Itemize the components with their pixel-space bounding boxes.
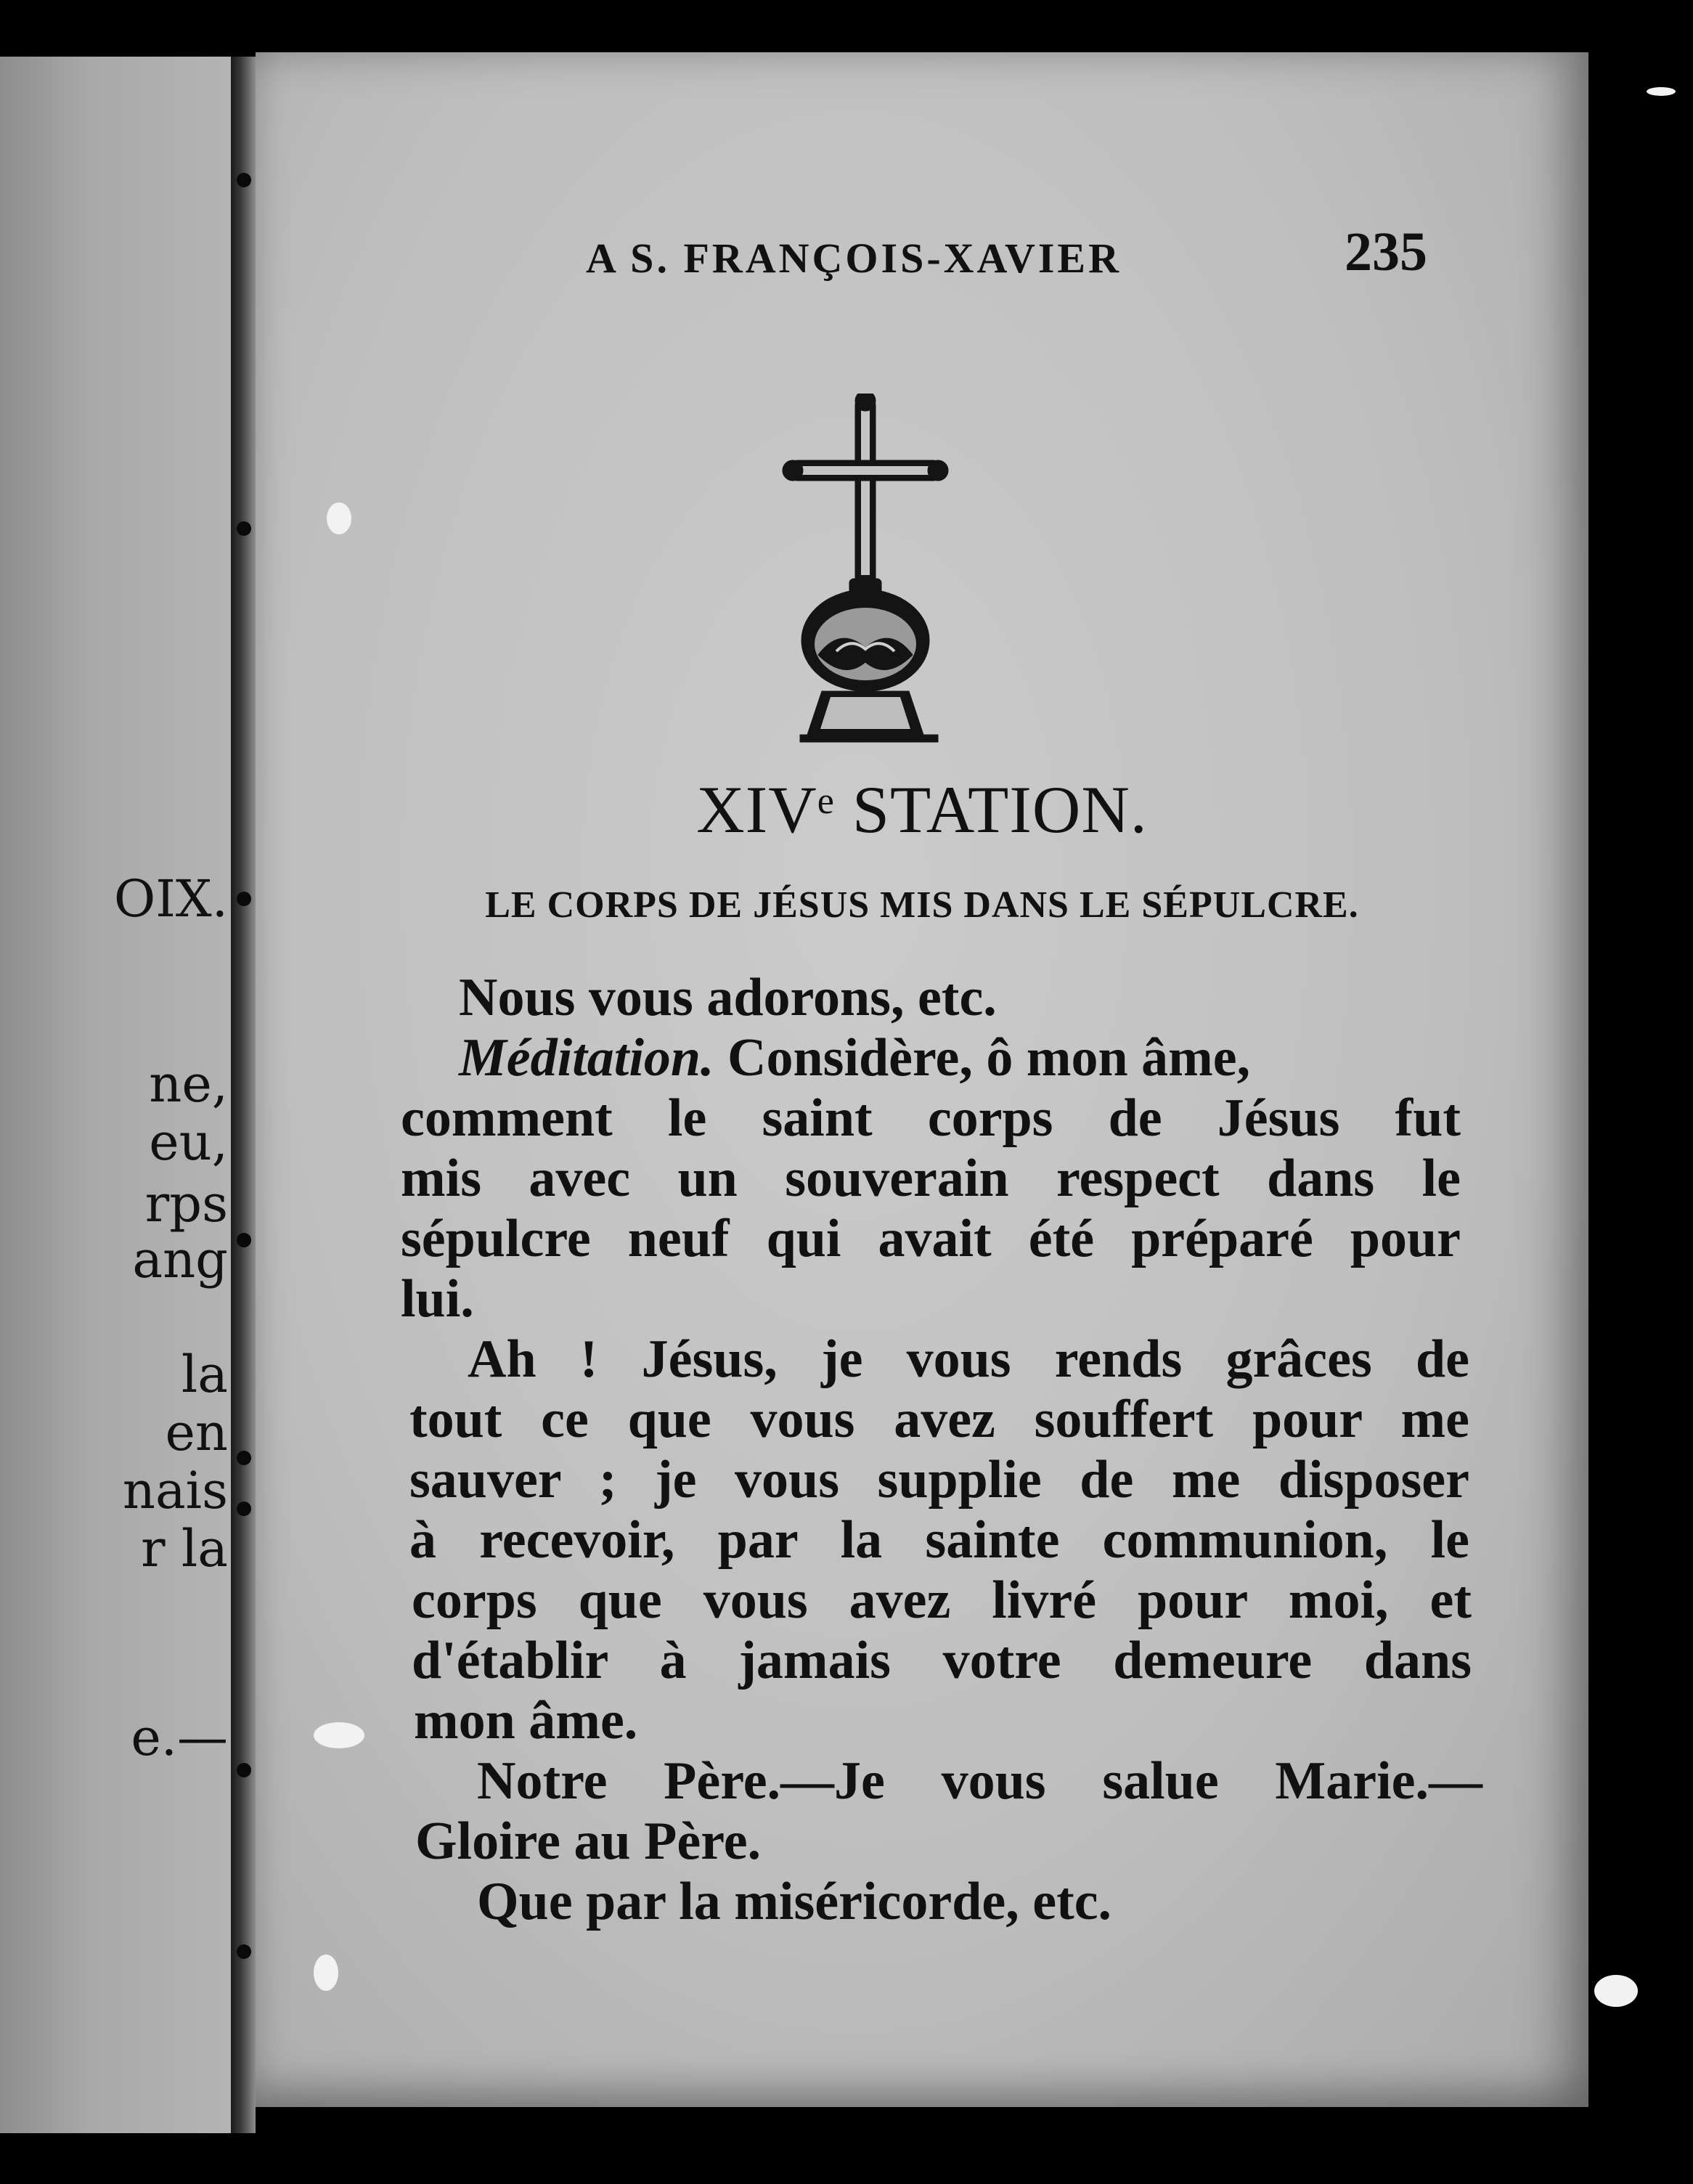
station-subtitle: LE CORPS DE JÉSUS MIS DANS LE SÉPULCRE. xyxy=(485,884,1359,926)
binding-stitch xyxy=(237,1233,251,1247)
book-page xyxy=(256,52,1588,2107)
body-line xyxy=(459,1028,1251,1088)
station-title-superscript: e xyxy=(817,781,835,822)
body-line-rest: Considère, ô mon âme, xyxy=(714,1028,1251,1088)
station-title xyxy=(256,771,1588,848)
body-line: Que par la miséricorde, etc. xyxy=(477,1872,1112,1931)
binding-stitch xyxy=(237,521,251,536)
left-fragment: OIX. xyxy=(113,869,228,929)
book-gutter xyxy=(231,57,256,2133)
body-line: lui. xyxy=(401,1269,474,1329)
station-title-rest: STATION. xyxy=(834,773,1148,847)
left-fragment: r la xyxy=(141,1519,228,1578)
meditation-label: Méditation. xyxy=(459,1028,714,1088)
body-line: sauver ; je vous supplie de me disposer xyxy=(409,1450,1469,1509)
binding-stitch xyxy=(237,1944,251,1959)
body-line: mon âme. xyxy=(414,1691,638,1751)
body-line: Ah ! Jésus, je vous rends grâces de xyxy=(468,1329,1469,1389)
scan-speck xyxy=(1647,87,1676,96)
left-fragment: ang xyxy=(132,1230,228,1289)
binding-stitch xyxy=(237,173,251,187)
page-number: 235 xyxy=(1345,221,1427,282)
scan-speck xyxy=(314,1955,338,1991)
body-line: Nous vous adorons, etc. xyxy=(459,968,997,1027)
binding-stitch xyxy=(237,1763,251,1777)
left-fragment: ne, xyxy=(149,1054,228,1114)
binding-stitch xyxy=(237,1502,251,1516)
running-head: A S. FRANÇOIS-XAVIER xyxy=(586,235,1122,282)
body-line: Gloire au Père. xyxy=(415,1812,762,1871)
body-line: tout ce que vous avez souffert pour me xyxy=(409,1390,1469,1449)
body-line: d'établir à jamais votre demeure dans xyxy=(412,1631,1472,1690)
body-line: mis avec un souverain respect dans le xyxy=(401,1149,1461,1208)
binding-stitch xyxy=(237,892,251,906)
left-fragment: nais xyxy=(122,1461,228,1520)
body-line: comment le saint corps de Jésus fut xyxy=(401,1088,1461,1148)
left-fragment: eu, xyxy=(149,1112,228,1172)
body-line: Notre Père.—Je vous salue Marie.— xyxy=(477,1751,1482,1811)
left-fragment: rps xyxy=(144,1174,228,1234)
cross-on-orb-icon xyxy=(778,394,952,749)
left-fragment: la xyxy=(181,1345,228,1404)
station-title-numeral: XIV xyxy=(696,773,817,847)
body-line: sépulcre neuf qui avait été préparé pour xyxy=(401,1209,1461,1268)
scan-border xyxy=(1588,44,1693,2184)
body-line: corps que vous avez livré pour moi, et xyxy=(412,1570,1472,1630)
scan-speck xyxy=(314,1722,364,1748)
left-fragment: en xyxy=(165,1403,228,1462)
scan-speck xyxy=(1594,1975,1638,2007)
binding-stitch xyxy=(237,1451,251,1465)
facing-page-fragment xyxy=(0,57,231,2133)
body-line: à recevoir, par la sainte communion, le xyxy=(409,1510,1469,1570)
scan-speck xyxy=(327,502,351,534)
left-fragment: e.— xyxy=(131,1708,228,1767)
